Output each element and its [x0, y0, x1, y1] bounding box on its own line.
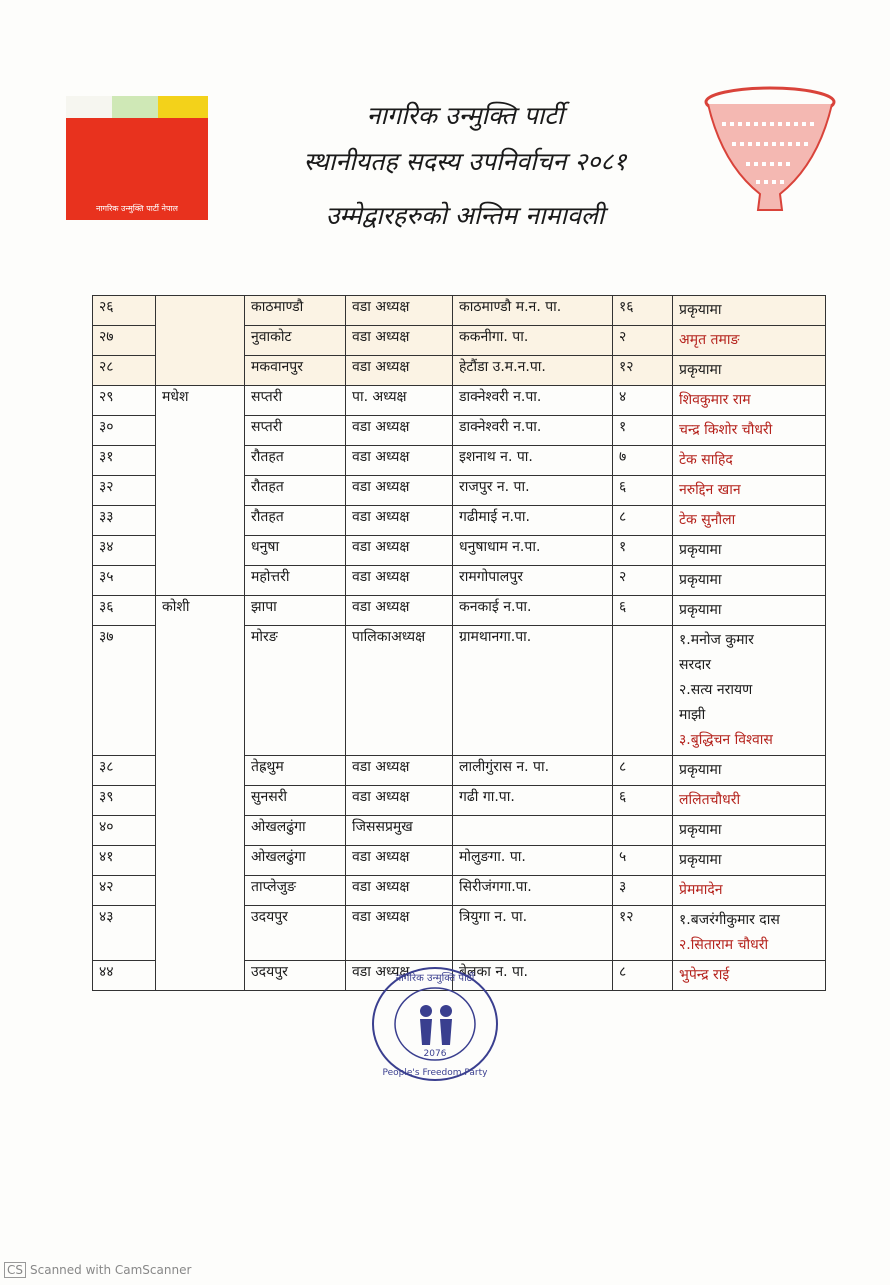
row-number: ३३: [93, 506, 156, 536]
post-cell: पा. अध्यक्ष: [346, 386, 453, 416]
row-number: ३२: [93, 476, 156, 506]
row-number: ३५: [93, 566, 156, 596]
district-cell: ताप्लेजुङ: [245, 876, 346, 906]
palika-cell: रामगोपालपुर: [453, 566, 613, 596]
candidate-cell: [673, 446, 826, 476]
candidate-name: १.मनोज कुमार: [679, 632, 754, 648]
row-number: २९: [93, 386, 156, 416]
palika-cell: मोलुङगा. पा.: [453, 846, 613, 876]
candidate-name: प्रकृयामा: [679, 542, 722, 558]
district-cell: सप्तरी: [245, 416, 346, 446]
district-cell: मकवानपुर: [245, 356, 346, 386]
row-number: ३९: [93, 786, 156, 816]
ward-cell: २: [613, 566, 673, 596]
candidate-cell: [673, 816, 826, 846]
candidate-name: २.सिताराम चौधरी: [679, 937, 769, 953]
candidate-name: प्रकृयामा: [679, 852, 722, 868]
candidate-cell: [673, 296, 826, 326]
candidate-name: ३.बुद्धिचन विश्वास: [679, 732, 773, 748]
candidate-name: माझी: [679, 707, 706, 723]
district-cell: सप्तरी: [245, 386, 346, 416]
palika-cell: डाक्नेश्वरी न.पा.: [453, 416, 613, 446]
candidate-cell: [673, 626, 826, 756]
candidate-cell: [673, 756, 826, 786]
ward-cell: ३: [613, 876, 673, 906]
candidate-name: शिवकुमार राम: [679, 392, 751, 408]
list-title: उम्मेद्वारहरुको अन्तिम नामावली: [325, 201, 605, 230]
palika-cell: हेटौंडा उ.म.न.पा.: [453, 356, 613, 386]
ward-cell: ८: [613, 756, 673, 786]
post-cell: वडा अध्यक्ष: [346, 756, 453, 786]
district-cell: झापा: [245, 596, 346, 626]
candidate-name: नरुद्दिन खान: [679, 482, 741, 498]
ward-cell: २: [613, 326, 673, 356]
district-cell: महोत्तरी: [245, 566, 346, 596]
candidate-cell: [673, 476, 826, 506]
palika-cell: काठमाण्डौ म.न. पा.: [453, 296, 613, 326]
ward-cell: ६: [613, 786, 673, 816]
row-number: ४३: [93, 906, 156, 961]
district-cell: काठमाण्डौ: [245, 296, 346, 326]
palika-cell: डाक्नेश्वरी न.पा.: [453, 386, 613, 416]
candidate-cell: [673, 846, 826, 876]
post-cell: वडा अध्यक्ष: [346, 846, 453, 876]
row-number: ३१: [93, 446, 156, 476]
post-cell: वडा अध्यक्ष: [346, 961, 453, 991]
palika-cell: त्रियुगा न. पा.: [453, 906, 613, 961]
table-row: [93, 596, 826, 626]
candidate-table: [92, 295, 826, 991]
candidate-name: प्रकृयामा: [679, 572, 722, 588]
post-cell: पालिकाअध्यक्ष: [346, 626, 453, 756]
palika-cell: ग्रामथानगा.पा.: [453, 626, 613, 756]
post-cell: वडा अध्यक्ष: [346, 506, 453, 536]
row-number: ४२: [93, 876, 156, 906]
row-number: ४०: [93, 816, 156, 846]
logo-caption: नागरिक उन्मुक्ति पार्टी नेपाल: [96, 204, 178, 213]
district-cell: उदयपुर: [245, 906, 346, 961]
ward-cell: ८: [613, 506, 673, 536]
candidate-cell: [673, 566, 826, 596]
candidate-name: ललितचौधरी: [679, 792, 741, 808]
row-number: ३४: [93, 536, 156, 566]
palika-cell: गढीमाई न.पा.: [453, 506, 613, 536]
province-cell: मधेश: [156, 386, 245, 596]
district-cell: रौतहत: [245, 446, 346, 476]
province-cell: कोशी: [156, 596, 245, 991]
post-cell: वडा अध्यक्ष: [346, 446, 453, 476]
party-seal-stamp: [370, 965, 500, 1083]
candidate-cell: [673, 506, 826, 536]
ward-cell: १: [613, 536, 673, 566]
party-name: नागरिक उन्मुक्ति पार्टी: [366, 101, 564, 130]
row-number: ३७: [93, 626, 156, 756]
candidate-name: प्रकृयामा: [679, 762, 722, 778]
ward-cell: ८: [613, 961, 673, 991]
candidate-cell: [673, 386, 826, 416]
post-cell: वडा अध्यक्ष: [346, 876, 453, 906]
row-number: ३६: [93, 596, 156, 626]
palika-cell: लालीगुंरास न. पा.: [453, 756, 613, 786]
post-cell: वडा अध्यक्ष: [346, 566, 453, 596]
post-cell: जिससप्रमुख: [346, 816, 453, 846]
candidate-name: अमृत तमाङ: [679, 332, 740, 348]
district-cell: नुवाकोट: [245, 326, 346, 356]
palika-cell: धनुषाधाम न.पा.: [453, 536, 613, 566]
candidate-name: प्रकृयामा: [679, 602, 722, 618]
candidate-name: सरदार: [679, 657, 711, 673]
district-cell: रौतहत: [245, 506, 346, 536]
district-cell: ओखलढुंगा: [245, 846, 346, 876]
seal-bottom-text: People's Freedom Party: [382, 1068, 488, 1078]
ward-cell: १२: [613, 906, 673, 961]
palika-cell: बेलका न. पा.: [453, 961, 613, 991]
ward-cell: १: [613, 416, 673, 446]
ward-cell: १२: [613, 356, 673, 386]
row-number: २७: [93, 326, 156, 356]
candidate-cell: [673, 416, 826, 446]
vase-symbol-icon: [702, 84, 838, 216]
palika-cell: कनकाई न.पा.: [453, 596, 613, 626]
row-number: ३८: [93, 756, 156, 786]
row-number: ४४: [93, 961, 156, 991]
candidate-cell: [673, 326, 826, 356]
candidate-cell: [673, 596, 826, 626]
row-number: ४१: [93, 846, 156, 876]
palika-cell: ककनीगा. पा.: [453, 326, 613, 356]
candidate-name: भुपेन्द्र राई: [679, 967, 730, 983]
election-title: स्थानीयतह सदस्य उपनिर्वाचन २०८१: [303, 147, 627, 176]
table-row: [93, 296, 826, 326]
district-cell: धनुषा: [245, 536, 346, 566]
post-cell: वडा अध्यक्ष: [346, 356, 453, 386]
party-flag-logo: [66, 96, 208, 220]
ward-cell: ५: [613, 846, 673, 876]
candidate-cell: [673, 786, 826, 816]
ward-cell: ४: [613, 386, 673, 416]
district-cell: ओखलढुंगा: [245, 816, 346, 846]
candidate-cell: [673, 876, 826, 906]
row-number: २८: [93, 356, 156, 386]
palika-cell: [453, 816, 613, 846]
ward-cell: [613, 816, 673, 846]
camscanner-badge: CS: [4, 1262, 26, 1278]
candidate-cell: [673, 536, 826, 566]
ward-cell: १६: [613, 296, 673, 326]
candidate-name: चन्द्र किशोर चौधरी: [679, 422, 773, 438]
ward-cell: ६: [613, 596, 673, 626]
palika-cell: सिरीजंगगा.पा.: [453, 876, 613, 906]
table-row: [93, 386, 826, 416]
candidate-cell: [673, 906, 826, 961]
candidate-name: प्रकृयामा: [679, 822, 722, 838]
candidate-name: प्रेममादेन: [679, 882, 723, 898]
row-number: ३०: [93, 416, 156, 446]
candidate-name: टेक साहिद: [679, 452, 733, 468]
watermark-text: Scanned with CamScanner: [30, 1263, 192, 1277]
district-cell: सुनसरी: [245, 786, 346, 816]
scanner-watermark: [4, 1263, 191, 1277]
post-cell: वडा अध्यक्ष: [346, 326, 453, 356]
candidate-name: १.बजरंगीकुमार दास: [679, 912, 780, 928]
candidate-name: प्रकृयामा: [679, 362, 722, 378]
post-cell: वडा अध्यक्ष: [346, 296, 453, 326]
post-cell: वडा अध्यक्ष: [346, 786, 453, 816]
candidate-cell: [673, 961, 826, 991]
district-cell: तेह्रथुम: [245, 756, 346, 786]
palika-cell: राजपुर न. पा.: [453, 476, 613, 506]
post-cell: वडा अध्यक्ष: [346, 416, 453, 446]
district-cell: रौतहत: [245, 476, 346, 506]
post-cell: वडा अध्यक्ष: [346, 476, 453, 506]
province-cell: [156, 296, 245, 386]
post-cell: वडा अध्यक्ष: [346, 596, 453, 626]
district-cell: उदयपुर: [245, 961, 346, 991]
post-cell: वडा अध्यक्ष: [346, 536, 453, 566]
row-number: २६: [93, 296, 156, 326]
post-cell: वडा अध्यक्ष: [346, 906, 453, 961]
palika-cell: गढी गा.पा.: [453, 786, 613, 816]
district-cell: मोरङ: [245, 626, 346, 756]
candidate-name: टेक सुनौला: [679, 512, 736, 528]
palika-cell: इशनाथ न. पा.: [453, 446, 613, 476]
ward-cell: [613, 626, 673, 756]
candidate-cell: [673, 356, 826, 386]
seal-top-text: नागरिक उन्मुक्ति पार्टी: [395, 973, 475, 984]
ward-cell: ६: [613, 476, 673, 506]
candidate-name: २.सत्य नरायण: [679, 682, 753, 698]
candidate-name: प्रकृयामा: [679, 302, 722, 318]
ward-cell: ७: [613, 446, 673, 476]
seal-year: 2076: [423, 1049, 447, 1059]
